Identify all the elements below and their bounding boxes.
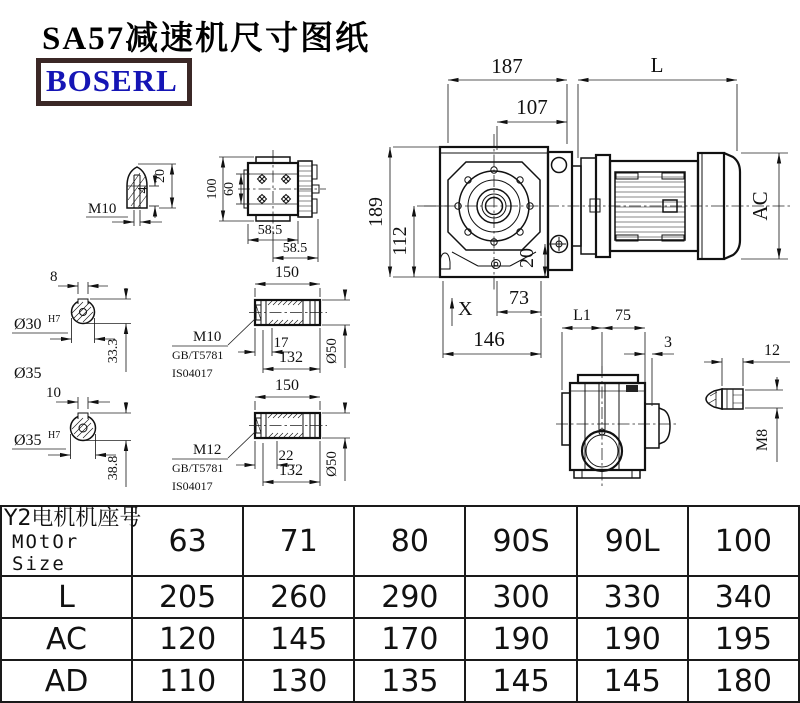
svg-text:IS04017: IS04017 [172,479,213,493]
svg-text:150: 150 [275,377,299,394]
svg-text:GB/T5781: GB/T5781 [172,348,224,362]
motor-size-80: 80 [354,506,465,576]
shaft-drawing-2 [172,377,350,493]
table-cell: 130 [243,660,354,702]
svg-text:33.3: 33.3 [106,338,121,364]
motor-size-100: 100 [688,506,799,576]
svg-text:38.8: 38.8 [106,455,121,481]
table-cell: 170 [354,618,465,660]
table-row-AD [1,660,799,702]
dim-107 [497,95,567,150]
svg-text:132: 132 [279,349,303,366]
motor-size-90s: 90S [465,506,576,576]
svg-text:M8: M8 [754,428,771,452]
svg-text:M10: M10 [193,329,222,345]
dim-112 [389,206,447,277]
table-row-AC [1,618,799,660]
svg-text:100: 100 [205,178,220,200]
row-label: AD [1,660,132,702]
svg-text:60: 60 [222,182,237,196]
svg-text:107: 107 [516,95,548,119]
svg-text:187: 187 [491,54,523,78]
svg-text:H7: H7 [48,430,61,441]
table-cell: 145 [243,618,354,660]
table-cell: 180 [688,660,799,702]
bolt-view [704,342,790,462]
table-cell: 145 [577,660,688,702]
shaft-drawing-1 [172,264,350,380]
table-cell: 330 [577,576,688,618]
svg-text:L1: L1 [573,307,591,324]
header-en: MOtOr Size [12,531,80,576]
table-cell: 190 [577,618,688,660]
motor-size-63: 63 [132,506,243,576]
motor-size-table [0,505,800,703]
table-cell: 300 [465,576,576,618]
table-cell: 135 [354,660,465,702]
svg-text:M12: M12 [193,442,222,458]
motor-size-90l: 90L [577,506,688,576]
dim-187 [448,54,567,144]
header-cn: Y2电机机座号 [4,506,142,531]
page-title: SA57减速机尺寸图纸 [42,21,371,57]
svg-text:58.5: 58.5 [282,241,308,256]
row-label: L [1,576,132,618]
table-row-L [1,576,799,618]
dim-189 [365,147,440,277]
table-cell: 205 [132,576,243,618]
svg-text:Ø30: Ø30 [14,316,42,333]
table-cell: 190 [465,618,576,660]
brand-logo-text: BOSERL [46,63,178,98]
svg-text:Ø35: Ø35 [14,432,42,449]
svg-text:17: 17 [273,335,289,351]
svg-text:8: 8 [50,269,58,285]
dim-73 [497,281,541,316]
gearbox-side-view [556,307,676,486]
svg-text:22: 22 [278,448,294,464]
key-end-view [86,164,176,226]
svg-text:10: 10 [46,385,61,401]
dim-20-main [516,244,561,277]
svg-text:73: 73 [509,287,529,309]
table-cell: 110 [132,660,243,702]
svg-text:12: 12 [764,342,780,359]
svg-text:150: 150 [275,264,299,281]
svg-text:4: 4 [136,186,151,194]
svg-text:189: 189 [365,197,387,227]
dim-L [578,53,737,158]
table-cell: 145 [465,660,576,702]
table-cell: 290 [354,576,465,618]
table-header-label [1,506,142,576]
table-header-row [1,506,799,576]
row-label: AC [1,618,132,660]
svg-text:75: 75 [615,307,631,324]
svg-text:L: L [650,53,664,77]
table-cell: 260 [243,576,354,618]
bore-section-1 [12,269,131,382]
svg-text:AC: AC [748,191,772,221]
gearbox-top-view [205,150,326,262]
svg-text:58.5: 58.5 [257,223,283,238]
motor-size-71: 71 [243,506,354,576]
svg-text:Ø35: Ø35 [14,365,42,382]
svg-text:H7: H7 [48,314,61,325]
svg-text:20: 20 [153,169,168,183]
svg-text:Ø50: Ø50 [324,338,340,364]
svg-text:132: 132 [279,462,303,479]
svg-text:Ø50: Ø50 [324,451,340,477]
table-cell: 340 [688,576,799,618]
svg-text:X: X [458,298,473,320]
table-cell: 120 [132,618,243,660]
label-X-arrow [452,298,473,326]
svg-text:112: 112 [389,226,411,256]
svg-text:GB/T5781: GB/T5781 [172,461,224,475]
svg-text:M10: M10 [88,201,117,217]
table-cell: 195 [688,618,799,660]
svg-text:20: 20 [516,248,538,268]
bore-section-2 [12,385,131,487]
svg-text:IS04017: IS04017 [172,366,213,380]
svg-text:3: 3 [664,334,672,351]
svg-text:146: 146 [473,327,505,351]
